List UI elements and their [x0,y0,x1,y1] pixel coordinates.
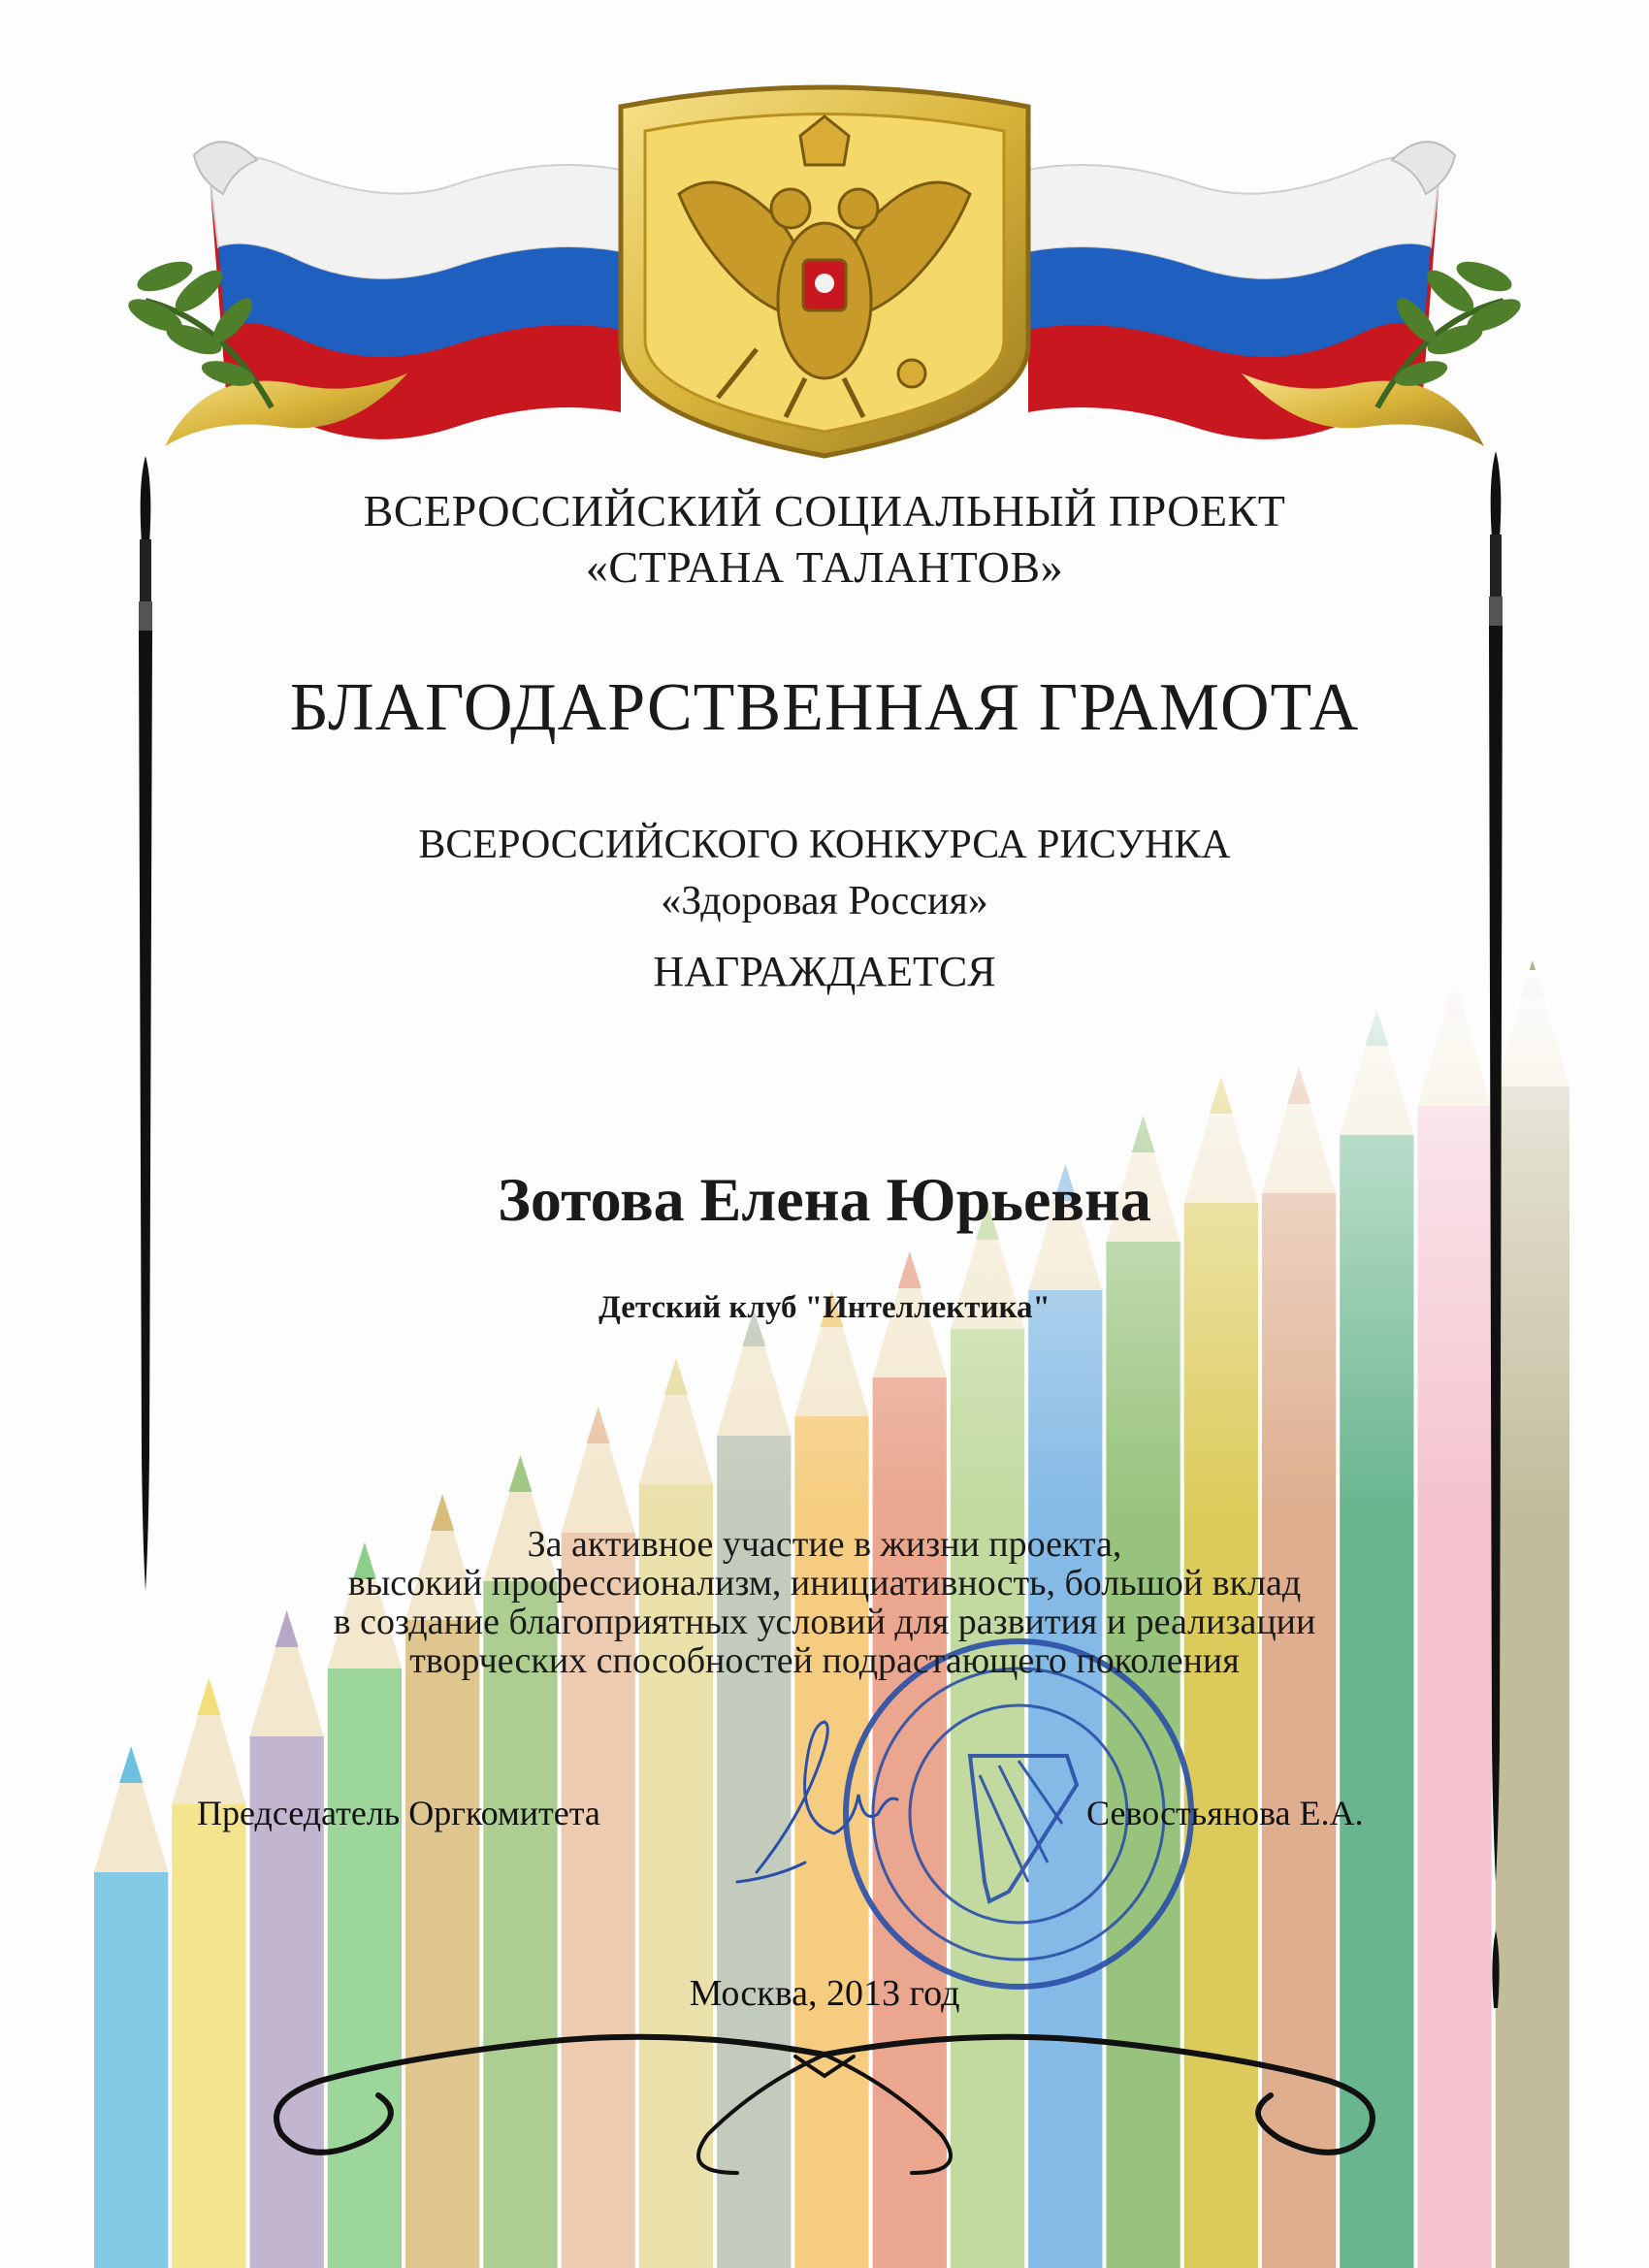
pencil-lead [197,1678,220,1715]
recipient-organization: Детский клуб "Интеллектика" [598,1290,1051,1325]
reason-line-2: высокий профессионализм, инициативность, большой вклад [347,1563,1302,1604]
project-line-2: «СТРАНА ТАЛАНТОВ» [585,542,1064,592]
contest-line-2: «Здоровая Россия» [661,879,988,923]
reason-line-1: За активное участие в жизни проекта, [527,1524,1122,1565]
certificate-title: БЛАГОДАРСТВЕННАЯ ГРАМОТА [289,670,1360,745]
pencil-body [328,1669,402,2268]
signatory-position: Председатель Оргкомитета [197,1794,600,1832]
place-and-date: Москва, 2013 год [689,1973,960,2014]
russian-flag-ribbon-left [165,142,621,446]
signatory-name: Севостьянова Е.А. [1086,1794,1364,1832]
reason-line-4: творческих способностей подрастающего поколения [409,1640,1240,1681]
award-reason [0,1525,1649,1680]
pencil-body [172,1804,245,2268]
pencil-lead [119,1746,143,1783]
project-line-1: ВСЕРОССИЙСКИЙ СОЦИАЛЬНЫЙ ПРОЕКТ [363,486,1286,535]
contest-line-1: ВСЕРОССИЙСКОГО КОНКУРСА РИСУНКА [418,823,1231,867]
project-heading [0,483,1649,596]
pencil-body [483,1581,557,2268]
coat-of-arms-emblem [621,87,1028,456]
contest-heading [0,817,1649,929]
recipient-name: Зотова Елена Юрьевна [498,1165,1151,1234]
russian-flag-ribbon-right [1028,142,1484,446]
awarded-label: НАГРАЖДАЕТСЯ [653,948,996,995]
reason-line-3: в создание благоприятных условий для развития и реализации [333,1602,1316,1642]
pencil-body [94,1872,168,2268]
pencil-body [405,1620,479,2268]
